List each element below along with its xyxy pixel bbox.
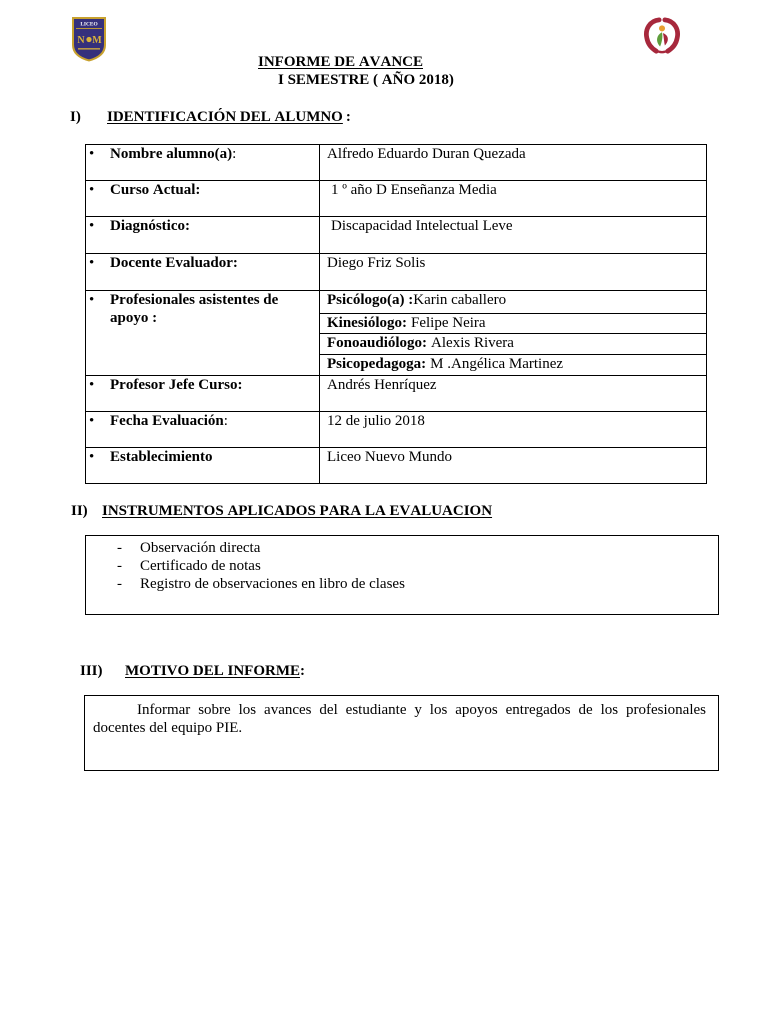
section-3-heading-group [125,662,305,680]
school-crest-icon [71,16,107,62]
table-row-diagnosis [86,217,706,254]
crest-divider [76,28,102,29]
section-3-number: III) [80,663,103,679]
list-item-text: Observación directa [140,540,261,556]
table-row-evaluation-date [86,412,706,448]
label-cell [86,376,320,411]
professional-entry [327,314,486,332]
logo-right-hand [665,20,678,51]
instruments-box [85,535,719,615]
list-item [86,539,718,557]
logo-figure-head [659,25,665,31]
section-3-heading-suffix: : [300,663,306,679]
bullet: • [89,182,95,198]
bullet: • [89,218,95,234]
school-label: Establecimiento [110,449,213,465]
logo-base [655,50,668,52]
professional-entry [327,334,514,352]
professional-row-kinesiologist [320,314,706,334]
label-cell [86,181,320,216]
bullet: • [89,146,95,162]
motive-box [84,695,719,771]
course-value: 1 º año D Enseñanza Media [331,182,497,198]
section-1-heading-group [107,108,351,126]
crest-emblem [86,37,91,42]
value-cell [320,217,706,253]
value-cell [320,291,706,375]
course-label: Curso Actual: [110,182,201,198]
hands-heart-logo-icon [643,17,681,55]
label-cell [86,448,320,484]
school-value: Liceo Nuevo Mundo [327,449,452,465]
label-cell [86,291,320,375]
list-marker: - [117,558,122,574]
page-title: INFORME DE AVANCE [258,54,423,70]
table-row-support-professionals [86,291,706,376]
value-cell [320,254,706,290]
bullet: • [89,413,95,429]
value-cell [320,412,706,447]
bullet: • [89,449,95,465]
professional-row-speech-therapist [320,334,706,355]
value-cell [320,376,706,411]
crest-lettering-left: N [77,35,85,46]
table-row-head-teacher [86,376,706,412]
logo-left-hand [646,20,659,51]
table-row-evaluator [86,254,706,291]
section-1-number: I) [70,109,81,125]
motive-text: Informar sobre los avances del estudiante y los apoyos entregados de los profesionales docentes del equipo PIE. [93,702,706,736]
professional-row-psychologist [320,291,706,314]
professional-entry [327,355,563,373]
list-item-text: Registro de observaciones en libro de clases [140,576,405,592]
evaluator-value: Diego Friz Solis [327,255,426,271]
head-teacher-value: Andrés Henríquez [327,377,437,393]
field-label-group [110,412,310,430]
section-2-heading: INSTRUMENTOS APLICADOS PARA LA EVALUACION [102,503,493,519]
list-marker: - [117,576,122,592]
crest-lettering-right: M [92,35,102,46]
page-subtitle: I SEMESTRE ( AÑO 2018) [278,72,454,88]
table-row-school [86,448,706,484]
section-1-heading: IDENTIFICACIÓN DEL ALUMNO [107,109,343,125]
section-3-heading: MOTIVO DEL INFORME [125,663,301,679]
evaluator-label: Docente Evaluador: [110,255,238,271]
table-row-student-name [86,145,706,181]
evaluation-date-value: 12 de julio 2018 [327,413,425,429]
section-1-heading-suffix: : [345,109,351,125]
table-row-course [86,181,706,217]
professional-role: Psicólogo(a) : [327,292,414,308]
label-cell [86,217,320,253]
label-cell [86,145,320,180]
professional-name: M .Angélica Martinez [430,356,564,372]
professional-entry [327,291,506,309]
value-cell [320,181,706,216]
crest-lettering-top: LICEO [80,21,98,28]
logo-heart-piece [663,33,668,45]
student-name-label-suffix: : [232,146,237,162]
bullet: • [89,292,95,308]
professional-name: Karin caballero [413,292,507,308]
value-cell [320,145,706,180]
student-name-label: Nombre alumno(a) [110,146,233,162]
list-item [86,557,718,575]
section-2-number: II) [71,503,88,519]
diagnosis-label: Diagnóstico: [110,218,190,234]
label-cell [86,412,320,447]
crest-lower-band [78,48,100,50]
list-item-text: Certificado de notas [140,558,261,574]
professional-role: Fonoaudiólogo: [327,335,428,351]
support-professionals-label: Profesionales asistentes de apoyo : [110,292,279,326]
head-teacher-label: Profesor Jefe Curso: [110,377,243,393]
professional-name: Alexis Rivera [431,335,514,351]
bullet: • [89,255,95,271]
evaluation-date-label-suffix: : [223,413,228,429]
professional-row-psychopedagogue [320,355,706,375]
list-item [86,575,718,593]
evaluation-date-label: Fecha Evaluación [110,413,224,429]
professional-role: Kinesiólogo: [327,315,408,331]
professional-role: Psicopedagoga: [327,356,427,372]
diagnosis-value: Discapacidad Intelectual Leve [331,218,513,234]
value-cell [320,448,706,484]
student-name-value: Alfredo Eduardo Duran Quezada [327,146,526,162]
logo-leaf [657,32,662,46]
identification-table [85,144,707,484]
label-cell [86,254,320,290]
professional-name: Felipe Neira [411,315,486,331]
bullet: • [89,377,95,393]
field-label-group [110,145,310,163]
list-marker: - [117,540,122,556]
